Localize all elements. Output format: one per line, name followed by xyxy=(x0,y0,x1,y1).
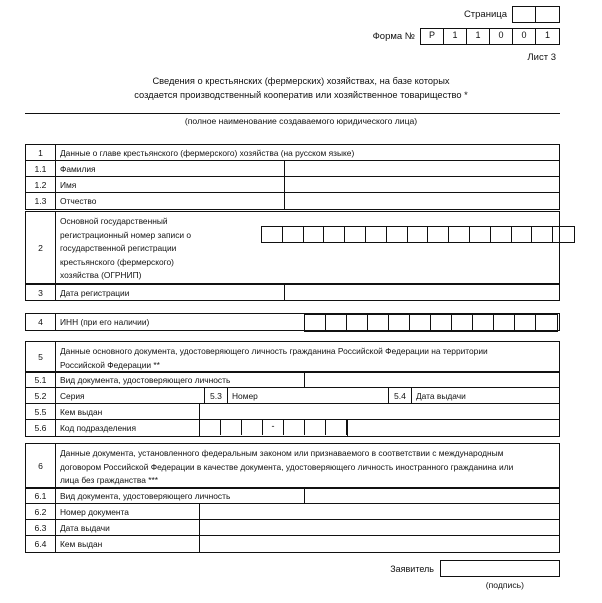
input-document-number[interactable] xyxy=(199,504,559,519)
heading-line: лица без гражданства *** xyxy=(60,475,158,485)
label-line: хозяйства (ОГРНИП) xyxy=(60,270,142,280)
inn-cell[interactable] xyxy=(326,315,347,331)
input-firstname[interactable] xyxy=(284,177,559,192)
section-4 xyxy=(25,313,560,331)
inn-cell[interactable] xyxy=(305,315,326,331)
row-number-5-1: 5.1 xyxy=(26,373,56,387)
title-rule xyxy=(25,113,560,114)
section-2-label xyxy=(56,212,231,283)
table-row xyxy=(26,372,559,388)
ogrnip-area xyxy=(231,212,559,283)
row-label-issue-date: Дата выдачи xyxy=(416,390,466,401)
row-number-6-3: 6.3 xyxy=(26,520,56,535)
inn-cell[interactable] xyxy=(368,315,389,331)
ogrnip-cell[interactable] xyxy=(449,227,470,242)
page-number-row xyxy=(373,6,560,23)
form-code-cell: 1 xyxy=(544,30,550,40)
ogrnip-cell[interactable] xyxy=(512,227,533,242)
input-registration-date[interactable] xyxy=(284,285,559,300)
page-title xyxy=(0,74,602,102)
title-caption: (полное наименование создаваемого юридического лица) xyxy=(184,116,418,126)
row-label-foreign-issue-date: Дата выдачи xyxy=(60,522,110,533)
section-5-heading xyxy=(56,342,559,371)
division-code-cell[interactable] xyxy=(242,420,263,435)
row-label-document-number: Номер документа xyxy=(60,506,129,517)
row-label-issued-by: Кем выдан xyxy=(60,406,103,417)
section-1-number: 1 xyxy=(26,145,56,160)
inn-cell[interactable] xyxy=(410,315,431,331)
row-number-1-2: 1.2 xyxy=(26,177,56,192)
form-label: Форма № xyxy=(372,31,415,42)
row-label-division-code: Код подразделения xyxy=(60,423,136,433)
input-foreign-document-type[interactable] xyxy=(304,489,559,503)
row-label-registration-date: Дата регистрации xyxy=(60,287,130,298)
inn-cell[interactable] xyxy=(389,315,410,331)
input-foreign-issued-by[interactable] xyxy=(199,536,559,552)
label-line: Основной государственный xyxy=(60,216,168,226)
row-number-6-4: 6.4 xyxy=(26,536,56,552)
heading-line: Российской Федерации ** xyxy=(60,359,160,370)
row-number-5-3: 5.3 xyxy=(204,388,228,403)
inn-cell[interactable] xyxy=(431,315,452,331)
input-document-type[interactable] xyxy=(304,373,559,387)
ogrnip-cell[interactable] xyxy=(283,227,304,242)
row-label-number: Номер xyxy=(232,390,258,401)
ogrnip-boxes[interactable] xyxy=(261,226,575,243)
division-code-cell[interactable] xyxy=(326,420,347,435)
ogrnip-cell[interactable] xyxy=(553,227,574,242)
section-5 xyxy=(25,341,560,437)
inn-cell[interactable] xyxy=(347,315,368,331)
ogrnip-cell[interactable] xyxy=(366,227,387,242)
sheet-number: Лист 3 xyxy=(527,52,556,63)
section-4-number: 4 xyxy=(26,314,56,330)
ogrnip-cell[interactable] xyxy=(304,227,325,242)
form-code-cell: 1 xyxy=(467,29,490,44)
heading-line: Данные документа, установленного федеральным законом или признаваемого в соответствии с международным xyxy=(60,448,504,458)
section-1 xyxy=(25,144,560,210)
title-line-1: Сведения о крестьянских (фермерских) хозяйствах, на базе которых xyxy=(152,76,450,86)
table-row xyxy=(26,420,559,436)
title-line-2: создается производственный кооператив или хозяйственное товарищество * xyxy=(134,90,468,100)
page-cell[interactable] xyxy=(536,7,559,22)
row-label-patronymic: Отчество xyxy=(60,196,97,206)
inn-cell[interactable] xyxy=(536,315,557,331)
input-surname[interactable] xyxy=(284,161,559,176)
inn-area xyxy=(268,314,559,330)
input-patronymic[interactable] xyxy=(284,193,559,209)
table-row xyxy=(26,404,559,420)
row-label-surname: Фамилия xyxy=(60,163,96,174)
form-code-cell: 1 xyxy=(444,29,467,44)
section-6-heading-row xyxy=(26,444,559,488)
table-row xyxy=(26,520,559,536)
signature-row xyxy=(0,560,602,577)
table-row xyxy=(26,314,559,330)
row-number-6-2: 6.2 xyxy=(26,504,56,519)
inn-boxes[interactable] xyxy=(304,314,558,332)
signature-field[interactable] xyxy=(440,560,560,577)
page-cell[interactable] xyxy=(513,7,536,22)
section-6-heading xyxy=(56,444,559,487)
ogrnip-cell[interactable] xyxy=(532,227,553,242)
row-label-series: Серия xyxy=(60,390,85,401)
inn-cell[interactable] xyxy=(452,315,473,331)
division-code-cell[interactable] xyxy=(284,420,305,435)
division-code-filler xyxy=(348,420,559,436)
section-5-heading-row xyxy=(26,342,559,372)
section-5-number: 5 xyxy=(26,342,56,371)
label-line: государственной регистрации xyxy=(60,243,177,253)
page-number-boxes[interactable] xyxy=(512,6,560,23)
label-line: крестьянского (фермерского) xyxy=(60,256,174,267)
table-row xyxy=(26,161,559,177)
ogrnip-cell[interactable] xyxy=(324,227,345,242)
heading-line: договором Российской Федерации в качестве документа, удостоверяющего личность иностранного гражданина или xyxy=(60,461,514,472)
form-code-row xyxy=(373,28,560,45)
inn-cell[interactable] xyxy=(494,315,515,331)
ogrnip-cell[interactable] xyxy=(428,227,449,242)
division-code-cell[interactable] xyxy=(200,420,221,435)
ogrnip-cell[interactable] xyxy=(491,227,512,242)
input-issued-by[interactable] xyxy=(199,404,559,419)
section-2-number: 2 xyxy=(26,212,56,283)
applicant-label: Заявитель xyxy=(390,563,434,574)
ogrnip-cell[interactable] xyxy=(262,227,283,242)
heading-line: Данные основного документа, удостоверяющего личность гражданина Российской Федерации на территории xyxy=(60,346,488,356)
row-number-5-2: 5.2 xyxy=(26,388,56,403)
inn-cell[interactable] xyxy=(473,315,494,331)
row-label-document-type: Вид документа, удостоверяющего личность xyxy=(60,375,231,385)
row-number-1-3: 1.3 xyxy=(26,193,56,209)
row-number-5-4: 5.4 xyxy=(388,388,412,403)
row-number-3: 3 xyxy=(26,285,56,300)
section-2-ogrnip-row xyxy=(26,212,559,284)
signature-caption: (подпись) xyxy=(485,580,524,590)
ogrnip-cell[interactable] xyxy=(387,227,408,242)
form-code-cell: 0 xyxy=(490,29,513,44)
signature-block xyxy=(0,560,602,590)
table-row xyxy=(26,193,559,209)
label-line: регистрационный номер записи о xyxy=(60,229,192,240)
row-label-foreign-issued-by: Кем выдан xyxy=(60,539,103,549)
section-1-heading-row xyxy=(26,145,559,161)
inn-cell[interactable] xyxy=(515,315,536,331)
row-number-6-1: 6.1 xyxy=(26,489,56,503)
division-code-boxes[interactable] xyxy=(199,420,348,436)
form-code-boxes xyxy=(420,28,560,45)
row-number-1-1: 1.1 xyxy=(26,161,56,176)
table-row xyxy=(26,388,559,404)
table-row xyxy=(26,488,559,504)
table-row xyxy=(26,177,559,193)
section-6 xyxy=(25,443,560,553)
row-label-firstname: Имя xyxy=(60,179,77,190)
page-label: Страница xyxy=(463,9,507,20)
input-foreign-issue-date[interactable] xyxy=(199,520,559,535)
division-code-cell[interactable] xyxy=(221,420,242,435)
row-number-5-6: 5.6 xyxy=(26,420,56,436)
section-6-number: 6 xyxy=(26,444,56,487)
row-label-inn: ИНН (при его наличии) xyxy=(60,317,150,327)
ogrnip-cell[interactable] xyxy=(408,227,429,242)
section-1-heading: Данные о главе крестьянского (фермерского) хозяйства (на русском языке) xyxy=(60,147,355,158)
row-label-foreign-document-type: Вид документа, удостоверяющего личность xyxy=(60,491,231,501)
table-row xyxy=(26,284,559,300)
table-row xyxy=(26,536,559,552)
division-code-dash: - xyxy=(263,420,284,435)
division-code-cell[interactable] xyxy=(305,420,326,435)
form-code-cell: Р xyxy=(421,29,444,44)
ogrnip-cell[interactable] xyxy=(470,227,491,242)
ogrnip-cell[interactable] xyxy=(345,227,366,242)
form-header xyxy=(373,6,560,63)
row-number-5-5: 5.5 xyxy=(26,404,56,419)
table-row xyxy=(26,504,559,520)
section-2 xyxy=(25,211,560,301)
form-code-cell: 0 xyxy=(513,29,536,44)
